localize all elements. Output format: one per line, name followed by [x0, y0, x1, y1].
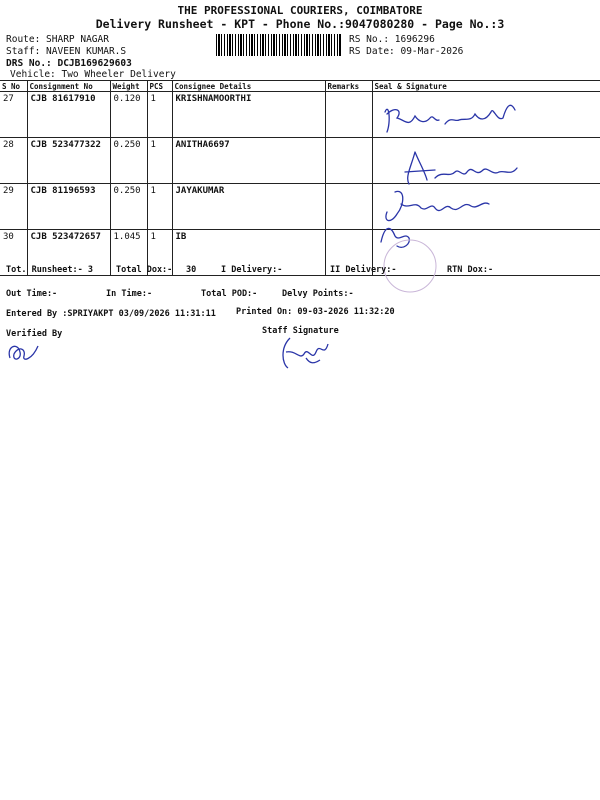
i-delivery: I Delivery:-: [221, 265, 283, 275]
total-dox-value: 30: [186, 265, 197, 275]
row-consignment-no: CJB 523472657: [27, 230, 110, 276]
row-pcs: 1: [147, 92, 172, 138]
row-remarks: [325, 138, 372, 184]
route-label: Route: SHARP NAGAR: [6, 34, 109, 45]
row-remarks: [325, 92, 372, 138]
row-consignee: IB: [172, 230, 325, 276]
staff-signature-label: Staff Signature: [262, 326, 339, 336]
printed-on: Printed On: 09-03-2026 11:32:20: [236, 307, 395, 317]
row-pcs: 1: [147, 138, 172, 184]
staff-signature-icon: [276, 334, 336, 372]
entered-by: Entered By :SPRIYAKPT 03/09/2026 11:31:11: [6, 309, 216, 319]
row-pcs: 1: [147, 184, 172, 230]
verified-by-label: Verified By: [6, 329, 63, 339]
col-consignment: Consignment No: [27, 81, 110, 92]
row-remarks: [325, 184, 372, 230]
row-sno: 28: [0, 138, 27, 184]
in-time: In Time:-: [106, 289, 153, 299]
col-consignee: Consignee Details: [172, 81, 325, 92]
row-consignee: ANITHA6697: [172, 138, 325, 184]
row-pcs: 1: [147, 230, 172, 276]
col-remarks: Remarks: [325, 81, 372, 92]
total-dox: Total Dox:-: [116, 265, 173, 275]
vehicle-label: Vehicle: Two Wheeler Delivery: [10, 69, 176, 80]
row-consignment-no: CJB 81196593: [27, 184, 110, 230]
row-weight: 0.250: [110, 184, 147, 230]
row-consignment-no: CJB 523477322: [27, 138, 110, 184]
row-weight: 0.250: [110, 138, 147, 184]
rtn-dox: RTN Dox:-: [447, 265, 494, 275]
row-sno: 29: [0, 184, 27, 230]
verified-signature-icon: [4, 338, 44, 366]
tot-runsheet: Tot. Runsheet:- 3: [6, 265, 93, 275]
company-title: THE PROFESSIONAL COURIERS, COIMBATORE: [177, 4, 423, 17]
col-weight: Weight: [110, 81, 147, 92]
barcode-icon: [216, 34, 342, 56]
staff-label: Staff: NAVEEN KUMAR.S: [6, 46, 127, 57]
table-header-row: [0, 81, 600, 92]
ii-delivery: II Delivery:-: [330, 265, 397, 275]
rs-date-label: RS Date: 09-Mar-2026: [349, 46, 464, 57]
row-sno: 27: [0, 92, 27, 138]
row-consignee: JAYAKUMAR: [172, 184, 325, 230]
col-seal-signature: Seal & Signature: [372, 81, 600, 92]
row-sno: 30: [0, 230, 27, 276]
out-time: Out Time:-: [6, 289, 58, 299]
row-consignee: KRISHNAMOORTHI: [172, 92, 325, 138]
runsheet-subtitle: Delivery Runsheet - KPT - Phone No.:9047080280 - Page No.:3: [95, 17, 505, 31]
delvy-points: Delvy Points:-: [282, 289, 354, 299]
row-weight: 1.045: [110, 230, 147, 276]
row-consignment-no: CJB 81617910: [27, 92, 110, 138]
drs-label: DRS No.: DCJB169629603: [6, 58, 132, 69]
handwritten-signatures: [375, 92, 535, 252]
col-pcs: PCS: [147, 81, 172, 92]
rs-no-label: RS No.: 1696296: [349, 34, 435, 45]
total-pod: Total POD:-: [201, 289, 258, 299]
row-weight: 0.120: [110, 92, 147, 138]
col-sno: S No: [0, 81, 27, 92]
